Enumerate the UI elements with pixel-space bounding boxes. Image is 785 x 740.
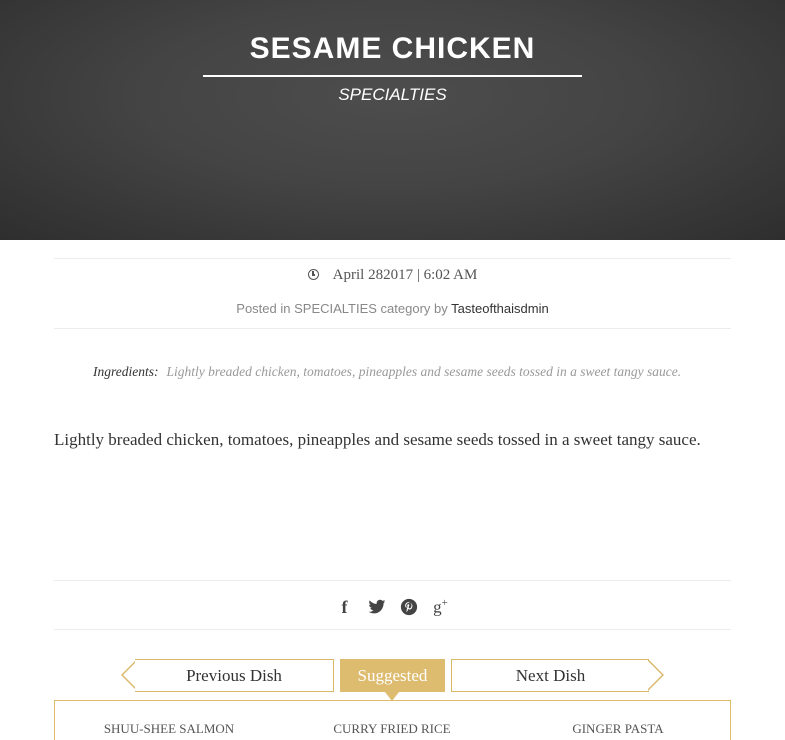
title-divider <box>203 75 582 77</box>
pinterest-icon[interactable] <box>398 595 420 621</box>
suggested-dish-link[interactable]: GINGER PASTA <box>572 721 664 736</box>
suggested-dish-link[interactable]: SHUU-SHEE SALMON <box>103 721 235 736</box>
suggested-dishes-panel <box>54 700 731 740</box>
post-date <box>0 267 785 284</box>
twitter-icon[interactable] <box>366 595 388 621</box>
divider <box>54 629 731 630</box>
google-plus-icon[interactable]: g+ <box>433 597 448 617</box>
post-meta <box>0 301 785 316</box>
category-subtitle: SPECIALTIES <box>338 85 447 104</box>
ingredients-text: Lightly breaded chicken, tomatoes, pineapples and sesame seeds tossed in a sweet tangy sauce. <box>166 364 682 379</box>
hero-banner <box>0 0 785 240</box>
previous-dish-button[interactable]: Previous Dish <box>135 659 334 692</box>
page-title: SESAME CHICKEN <box>249 32 536 65</box>
ingredients-label: Ingredients: <box>93 364 159 379</box>
post-date-text: April 282017 | 6:02 AM <box>332 267 478 283</box>
next-arrow-inner <box>647 660 662 690</box>
posted-in-text: Posted in SPECIALTIES category by <box>236 301 448 316</box>
divider <box>54 258 731 259</box>
share-bar <box>0 590 785 621</box>
next-dish-button[interactable]: Next Dish <box>451 659 649 692</box>
ingredients-block <box>93 360 683 384</box>
divider <box>54 328 731 329</box>
facebook-icon[interactable]: f <box>341 596 348 617</box>
suggested-dish-link[interactable]: CURRY FRIED RICE <box>333 721 451 736</box>
dish-description: Lightly breaded chicken, tomatoes, pineapples and sesame seeds tossed in a sweet tangy sauce. <box>54 430 701 449</box>
clock-icon <box>308 269 319 280</box>
author-link[interactable]: Tasteofthaisdmin <box>451 301 549 316</box>
suggested-tab[interactable]: Suggested <box>340 659 445 692</box>
divider <box>54 580 731 581</box>
